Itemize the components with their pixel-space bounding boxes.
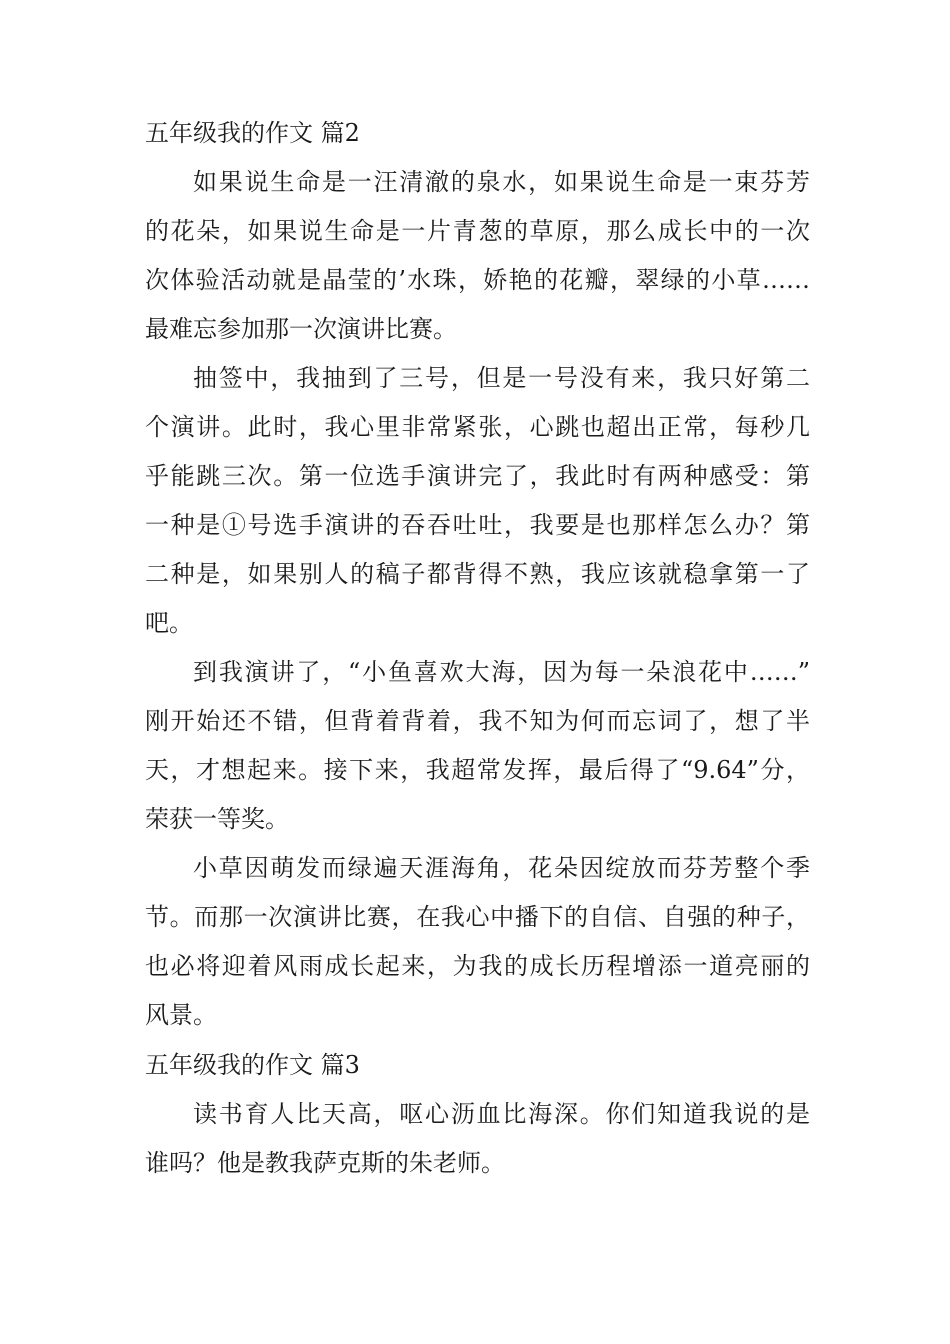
text-line: 一种是①号选手演讲的吞吞吐吐，我要是也那样怎么办？第 (145, 511, 810, 539)
text-line: 乎能跳三次。第一位选手演讲完了，我此时有两种感受：第 (145, 462, 810, 490)
paragraph (145, 158, 810, 354)
text-line: 次体验活动就是晶莹的’水珠，娇艳的花瓣，翠绿的小草…… (145, 266, 810, 294)
text-line: 谁吗？他是教我萨克斯的朱老师。 (145, 1149, 505, 1177)
text-line: 风景。 (145, 1001, 217, 1029)
text-line: 读书育人比天高，呕心沥血比海深。你们知道我说的是 (193, 1100, 810, 1128)
text-line: 的花朵，如果说生命是一片青葱的草原，那么成长中的一次 (145, 217, 810, 245)
text-line: 小草因萌发而绿遍天涯海角，花朵因绽放而芬芳整个季 (193, 854, 810, 882)
paragraph (145, 354, 810, 648)
text-line: 个演讲。此时，我心里非常紧张，心跳也超出正常，每秒几 (145, 413, 810, 441)
document-body (145, 108, 810, 1188)
section-heading: 五年级我的作文 篇3 (145, 1051, 360, 1079)
paragraph (145, 844, 810, 1040)
text-line: 天，才想起来。接下来，我超常发挥，最后得了“9.64”分， (145, 756, 810, 784)
text-line: 抽签中，我抽到了三号，但是一号没有来，我只好第二 (193, 364, 810, 392)
text-line: 节。而那一次演讲比赛，在我心中播下的自信、自强的种子， (145, 903, 810, 931)
text-line: 刚开始还不错，但背着背着，我不知为何而忘词了，想了半 (145, 707, 810, 735)
text-line: 也必将迎着风雨成长起来，为我的成长历程增添一道亮丽的 (145, 952, 810, 980)
text-line: 吧。 (145, 609, 193, 637)
text-line: 二种是，如果别人的稿子都背得不熟，我应该就稳拿第一了 (145, 560, 810, 588)
paragraph (145, 648, 810, 844)
text-line: 最难忘参加那一次演讲比赛。 (145, 315, 457, 343)
text-line: 到我演讲了，“小鱼喜欢大海，因为每一朵浪花中……” (193, 658, 810, 686)
text-line: 荣获一等奖。 (145, 805, 289, 833)
paragraph (145, 1090, 810, 1188)
section-heading: 五年级我的作文 篇2 (145, 119, 360, 147)
text-line: 如果说生命是一汪清澈的泉水，如果说生命是一束芬芳 (193, 168, 810, 196)
